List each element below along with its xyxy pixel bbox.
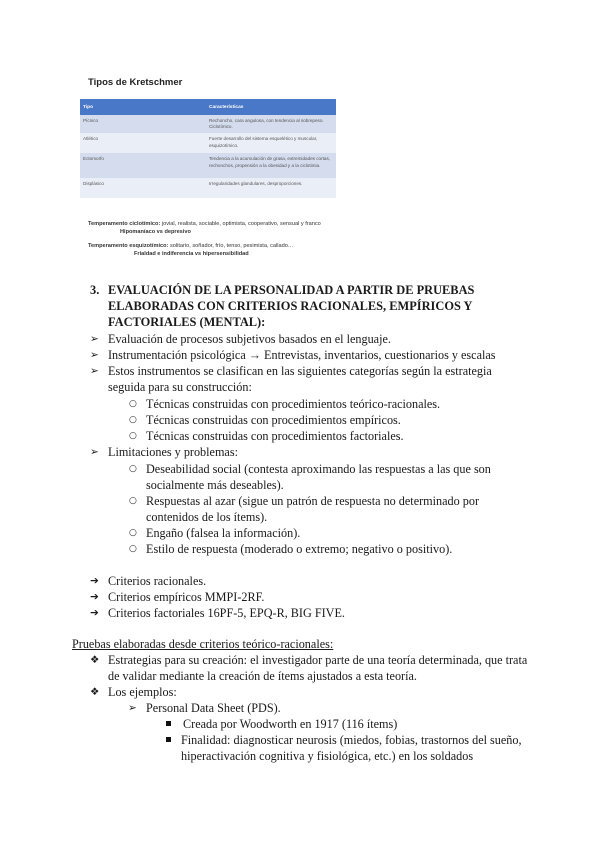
temperament-label: Temperamento esquizotímico: bbox=[88, 243, 169, 249]
sub-list-item: Técnicas construidas con procedimientos empíricos. bbox=[146, 413, 401, 427]
section-title-line: EVALUACIÓN DE LA PERSONALIDAD A PARTIR DE PRUEBAS bbox=[108, 283, 475, 297]
list-item: Los ejemplos: bbox=[108, 685, 177, 699]
arrowhead-bullet-icon: ➢ bbox=[128, 702, 137, 714]
right-arrow-bullet-icon: ➔ bbox=[90, 607, 99, 619]
sub-list-item: Estilo de respuesta (moderado o extremo; negativo o positivo). bbox=[146, 542, 453, 556]
temperament-text: jovial, realista, sociable, optimista, cooperativo, sensual y franco bbox=[160, 221, 321, 227]
table-row bbox=[80, 153, 336, 178]
table-row bbox=[80, 115, 336, 133]
sub-list-item-continuation: socialmente más deseables). bbox=[146, 478, 284, 492]
arrowhead-bullet-icon: ➢ bbox=[90, 333, 99, 345]
temperament-sub: Hipomaníaco vs depresivo bbox=[120, 229, 191, 235]
table-cell: Fuerte desarrollo del sistema esquelético y muscular, esquizotímico. bbox=[206, 133, 336, 153]
circle-bullet-icon: ○ bbox=[129, 415, 137, 425]
sub-sub-list-item: Creada por Woodworth en 1917 (116 ítems) bbox=[183, 717, 398, 731]
temperament-sub: Frialdad e indiferencia vs hipersensibilidad bbox=[134, 251, 249, 257]
table-header-row bbox=[80, 99, 336, 115]
circle-bullet-icon: ○ bbox=[129, 431, 137, 441]
criteria-item: Criterios factoriales 16PF-5, EPQ-R, BIG FIVE. bbox=[108, 606, 345, 620]
temperament-note bbox=[88, 243, 293, 249]
list-item: Estrategias para su creación: el investigador parte de una teoría determinada, que trata bbox=[108, 653, 528, 667]
arrowhead-bullet-icon: ➢ bbox=[90, 365, 99, 377]
list-item-continuation: seguida para su construcción: bbox=[108, 380, 252, 394]
list-item: Estos instrumentos se clasifican en las siguientes categorías según la estrategia bbox=[108, 364, 492, 378]
section-title-line: ELABORADAS CON CRITERIOS RACIONALES, EMPÍRICOS Y bbox=[108, 299, 473, 313]
section-number: 3. bbox=[90, 283, 100, 297]
table-cell: Rechoncho, cara angulosa, con tendencia al sobrepeso. Ciclotímico. bbox=[206, 115, 336, 133]
right-arrow-bullet-icon: ➔ bbox=[90, 575, 99, 587]
list-item: Limitaciones y problemas: bbox=[108, 445, 238, 459]
figure-title: Tipos de Kretschmer bbox=[88, 77, 183, 88]
right-arrow-bullet-icon: ➔ bbox=[90, 591, 99, 603]
diamond-bullet-icon: ❖ bbox=[90, 686, 100, 698]
table-row bbox=[80, 133, 336, 153]
arrowhead-bullet-icon: ➢ bbox=[90, 446, 99, 458]
table-cell: Tendencia a la acumulación de grasa, extremidades cortas, rechonchos, propensión a la obesidad y a la ciclotimia. bbox=[206, 153, 336, 178]
kretschmer-table bbox=[80, 99, 336, 198]
sub-list-item: Engaño (falsea la información). bbox=[146, 526, 301, 540]
table-cell: Pícnico bbox=[80, 115, 206, 133]
sub-list-item: Técnicas construidas con procedimientos factoriales. bbox=[146, 429, 404, 443]
table-cell: Atlético bbox=[80, 133, 206, 153]
sub-list-item: Personal Data Sheet (PDS). bbox=[146, 701, 281, 715]
temperament-label: Temperamento ciclotímico: bbox=[88, 221, 161, 227]
list-item: Instrumentación psicológica → Entrevistas, inventarios, cuestionarios y escalas bbox=[108, 348, 496, 362]
table-header: Tipo bbox=[80, 99, 206, 115]
sub-list-item: Respuestas al azar (sigue un patrón de respuesta no determinado por bbox=[146, 494, 480, 508]
temperament-text: solitario, soñador, frío, tenso, pesimista, callado… bbox=[168, 243, 294, 249]
table-header: Características bbox=[206, 99, 336, 115]
list-item: Evaluación de procesos subjetivos basados en el lenguaje. bbox=[108, 332, 391, 346]
sub-sub-list-item: Finalidad: diagnosticar neurosis (miedos, fobias, trastornos del sueño, bbox=[181, 733, 522, 747]
temperament-note bbox=[88, 221, 321, 227]
square-bullet-icon bbox=[166, 721, 171, 726]
circle-bullet-icon: ○ bbox=[129, 464, 137, 474]
circle-bullet-icon: ○ bbox=[129, 399, 137, 409]
square-bullet-icon bbox=[166, 737, 171, 742]
criteria-item: Criterios empíricos MMPI-2RF. bbox=[108, 590, 265, 604]
subsection-heading: Pruebas elaboradas desde criterios teórico-racionales: bbox=[72, 637, 334, 651]
table-row bbox=[80, 178, 336, 198]
table-cell: Irregularidades glandulares, desproporciones. bbox=[206, 178, 336, 198]
table-cell: Displásico bbox=[80, 178, 206, 198]
criteria-item: Criterios racionales. bbox=[108, 574, 207, 588]
list-item-continuation: de validar mediante la creación de ítems ajustados a esta teoría. bbox=[108, 669, 417, 683]
circle-bullet-icon: ○ bbox=[129, 496, 137, 506]
table-cell: Ectomorfo bbox=[80, 153, 206, 178]
section-title-line: FACTORIALES (MENTAL): bbox=[108, 315, 266, 329]
arrowhead-bullet-icon: ➢ bbox=[90, 349, 99, 361]
sub-list-item-continuation: contenidos de los ítems). bbox=[146, 510, 268, 524]
circle-bullet-icon: ○ bbox=[129, 528, 137, 538]
circle-bullet-icon: ○ bbox=[129, 544, 137, 554]
sub-sub-list-item-continuation: hiperactivación cognitiva y fisiológica, etc.) en los soldados bbox=[181, 749, 474, 763]
sub-list-item: Técnicas construidas con procedimientos teórico-racionales. bbox=[146, 397, 441, 411]
sub-list-item: Deseabilidad social (contesta aproximando las respuestas a las que son bbox=[146, 462, 491, 476]
diamond-bullet-icon: ❖ bbox=[90, 654, 100, 666]
